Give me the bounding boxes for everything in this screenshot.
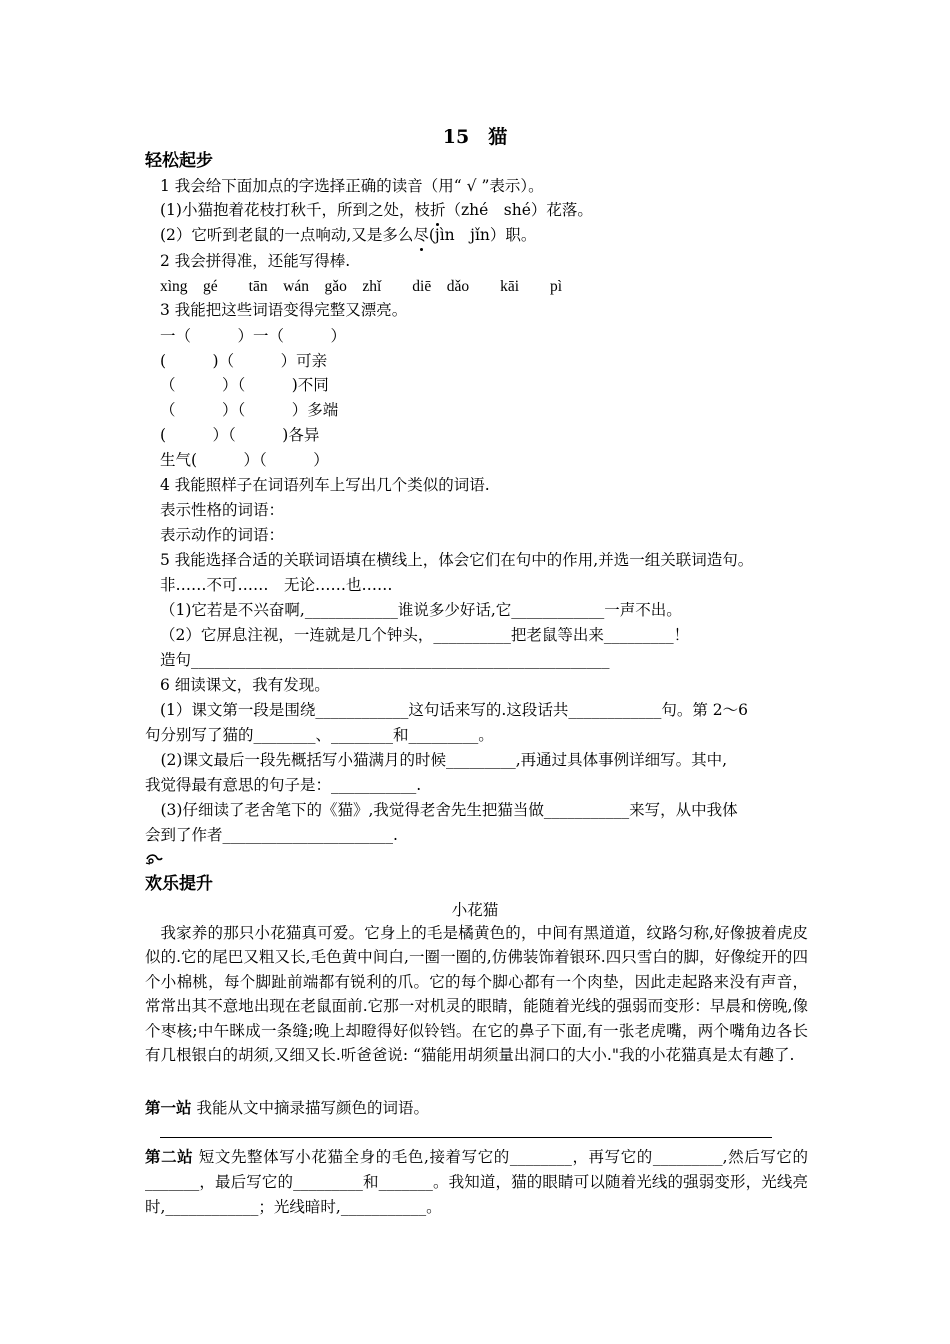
q1-s2-post: (jìn jǐn）职。 — [428, 226, 537, 244]
q1-sentence-1 — [160, 199, 593, 221]
story-title: 小花猫 — [451, 901, 499, 919]
q1-stem: 1 我会给下面加点的字选择正确的读音（用“ √ ”表示）。 — [160, 177, 544, 195]
q4-line-personality: 表示性格的词语： — [160, 501, 285, 519]
q3-row: 一（ ）一（ ） — [160, 327, 347, 345]
station-1 — [145, 1096, 808, 1121]
q1-s2-pre: (2）它听到老鼠的一点响动,又是多么 — [160, 226, 414, 244]
q2-pinyin: xìng gé tān wán gǎo zhǐ diē dǎo kāi pì — [160, 278, 563, 295]
q4-line-action: 表示动作的词语： — [160, 526, 285, 544]
answer-line — [160, 1137, 772, 1138]
q5-make-sentence: 造句______________________________________________________ — [160, 651, 610, 669]
q3-row: （ ）（ )不同 — [160, 376, 329, 394]
q3-stem: 3 我能把这些词语变得完整又漂亮。 — [160, 301, 408, 319]
q6-s3-line-a: (3)仔细读了老舍笔下的《猫》,我觉得老舍先生把猫当做___________来写，从中我体 — [145, 801, 738, 819]
section-heading-2: 欢乐提升 — [145, 874, 213, 894]
q6-s2-line-b: 我觉得最有意思的句子是：___________. — [145, 776, 422, 794]
q5-sentence-1: （1)它若是不兴奋啊,____________谁说多少好话,它____________一声不出。 — [160, 601, 682, 619]
q6-stem: 6 细读课文，我有发现。 — [160, 676, 330, 694]
q5-options: 非……不可…… 无论……也…… — [160, 576, 393, 594]
q5-sentence-2: （2）它屏息注视，一连就是几个钟头，__________把老鼠等出来_________！ — [160, 626, 690, 644]
station-2-text: 短文先整体写小花猫全身的毛色,接着写它的________，再写它的_________,然后写它的_______，最后写它的_________和_______。我知道，猫的眼睛可以随着光线的强弱变形，光线亮时,____________；光线暗时,___________。 — [145, 1148, 808, 1216]
station-1-label: 第一站 — [145, 1099, 192, 1117]
station-1-text: 我能从文中摘录描写颜色的词语。 — [191, 1099, 429, 1117]
section-heading-1: 轻松起步 — [145, 151, 213, 171]
q3-row: 生气( ）（ ） — [160, 451, 329, 469]
q5-stem: 5 我能选择合适的关联词语填在横线上，体会它们在句中的作用,并选一组关联词造句。 — [160, 551, 754, 569]
station-2-label: 第二站 — [145, 1148, 194, 1166]
q3-row: ( ）（ )各异 — [160, 426, 320, 444]
q6-s3-line-b: 会到了作者______________________. — [145, 826, 398, 844]
q1-sentence-2 — [160, 224, 536, 246]
q3-row: （ ）（ ）多端 — [160, 401, 339, 419]
q1-s1-post: （zhé shé）花落。 — [445, 201, 593, 219]
q6-s1-line-b: 句分别写了猫的________、________和_________。 — [145, 726, 494, 744]
q1-s1-dotted-char: 折 — [429, 201, 446, 219]
q1-s2-dotted-char: 尽 — [413, 226, 429, 244]
page-title: 15 猫 — [442, 126, 508, 148]
q4-stem: 4 我能照样子在词语列车上写出几个类似的词语. — [160, 476, 490, 494]
q1-s1-pre: (1)小猫抱着花枝打秋千，所到之处，枝 — [160, 201, 430, 219]
q3-row: ( )（ ）可亲 — [160, 352, 328, 370]
q6-s2-line-a: (2)课文最后一段先概括写小猫满月的时候_________,再通过具体事例详细写。其中, — [145, 751, 728, 769]
q2-stem: 2 我会拼得准，还能写得棒. — [160, 252, 351, 270]
q6-s1-line-a: (1）课文第一段是围绕____________这句话来写的.这段话共____________句。第 2～6 — [160, 701, 748, 719]
station-2 — [145, 1145, 808, 1220]
story-paragraph: 我家养的那只小花猫真可爱。它身上的毛是橘黄色的，中间有黑道道，纹路匀称,好像披着虎皮似的.它的尾巴又粗又长,毛色黄中间白,一圈一圈的,仿佛装饰着银环.四只雪白的脚，好像绽开的四个小棉桃，每个脚趾前端都有锐利的爪。它的每个脚心都有一个肉垫，因此走起路来没有声音，常常出其不意地出现在老鼠面前.它那一对机灵的眼睛，能随着光线的强弱而变形：早晨和傍晚,像个枣核;中午眯成一条缝;晚上却瞪得好似铃铛。在它的鼻子下面,有一张老虎嘴，两个嘴角边各长有几根银白的胡须,又细又长.听爸爸说: “猫能用胡须量出洞口的大小."我的小花猫真是太有趣了. — [145, 924, 808, 1065]
small-ornament-icon — [145, 852, 163, 866]
